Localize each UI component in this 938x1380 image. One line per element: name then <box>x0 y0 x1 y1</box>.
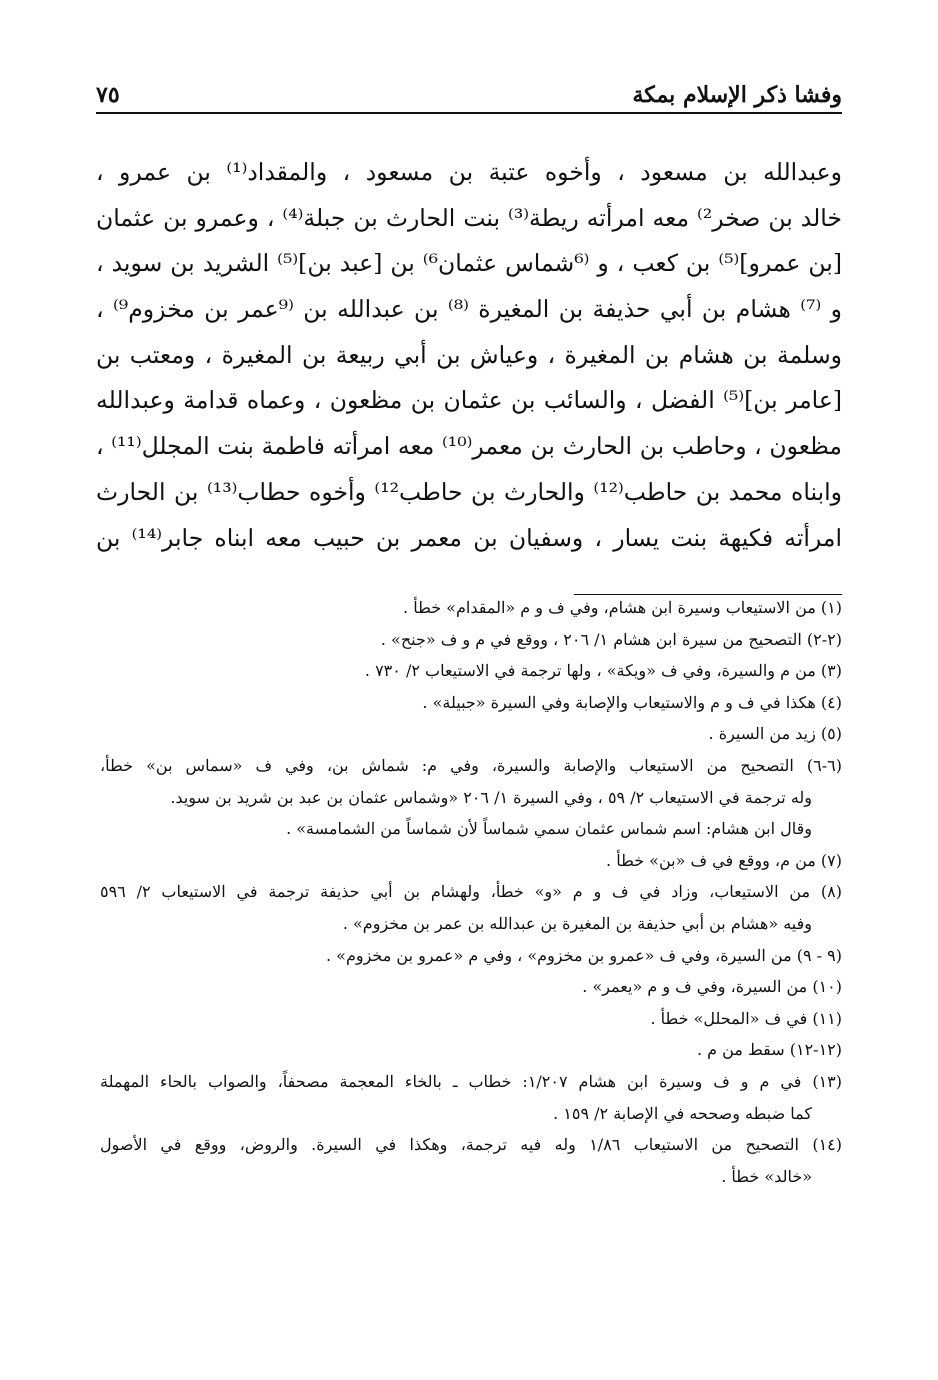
footnote-line: (٨) من الاستيعاب، وزاد في ف و م «و» خطأ، ولهشام بن أبي حذيفة ترجمة في الاستيعاب ٢/ ٥٩٦ <box>100 882 842 902</box>
footnotes <box>100 592 842 1192</box>
footnote-line: (٩ - ٩) من السيرة، وفي ف «عمرو بن مخزوم» ، وفي م «عمرو بن مخزوم» . <box>325 945 842 965</box>
running-title: وفشا ذكر الإسلام بمكة <box>632 82 842 108</box>
body-line: خالد بن صخر²⁾ معه امرأته ريطة⁽³⁾ بنت الحارث بن جبلة⁽⁴⁾ ، وعمرو بن عثمان <box>96 203 842 232</box>
footnote-line: وفيه «هشام بن أبي حذيفة بن المغيرة بن عبدالله بن عمر بن مخزوم» . <box>342 913 812 933</box>
footnote-line: (٥) زيد من السيرة . <box>708 724 842 744</box>
running-header <box>96 82 842 118</box>
footnote-line: (١٣) في م و ف وسيرة ابن هشام ١/٢٠٧: خطاب ـ بالخاء المعجمة مصحفاً، والصواب بالحاء المهملة <box>100 1071 842 1091</box>
footnote-line: (٤) هكذا في ف و م والاستيعاب والإصابة وفي السيرة «جبيلة» . <box>422 692 842 712</box>
footnote-line: (٢-٢) التصحيح من سيرة ابن هشام ١/ ٢٠٦ ، ووقع في م و ف «جنح» . <box>380 629 842 649</box>
footnote-line: (٧) من م، ووقع في ف «بن» خطأ . <box>606 850 842 870</box>
footnote-line: (١٠) من السيرة، وفي ف و م «يعمر» . <box>582 977 842 997</box>
footnote-line: (١) من الاستيعاب وسيرة ابن هشام، وفي ف و م «المقدام» خطأ . <box>403 598 842 617</box>
footnote-line: (٦-٦) التصحيح من الاستيعاب والإصابة والسيرة، وفي م: شماش بن، وفي ف «سماس بن» خطأ، <box>100 755 842 775</box>
header-rule <box>96 112 842 114</box>
footnote-line: وله ترجمة في الاستيعاب ٢/ ٥٩ ، وفي السيرة ١/ ٢٠٦ «وشماس عثمان بن عبد بن شريد بن سويد. <box>170 787 812 807</box>
footnote-line: (١٢-١٢) سقط من م . <box>696 1040 842 1060</box>
footnote-line: «خالد» خطأ . <box>721 1166 812 1186</box>
footnote-line: (١٤) التصحيح من الاستيعاب ١/٨٦ وله فيه ترجمة، وهكذا في السيرة. والروض، ووقع في الأصول <box>100 1135 842 1155</box>
page-number: ٧٥ <box>96 82 120 108</box>
footnote-line: كما ضبطه وصححه في الإصابة ٢/ ١٥٩ . <box>553 1103 812 1123</box>
body-line: وابناه محمد بن حاطب⁽¹²⁾ والحارث بن حاطب¹²⁾ وأخوه حطاب⁽¹³⁾ بن الحارث <box>96 477 842 506</box>
body-line: مظعون ، وحاطب بن الحارث بن معمر⁽¹⁰⁾ معه امرأته فاطمة بنت المجلل⁽¹¹⁾ ، <box>96 432 842 461</box>
body-line: وعبدالله بن مسعود ، وأخوه عتبة بن مسعود ، والمقداد⁽¹⁾ بن عمرو ، <box>96 158 842 186</box>
body-line: [بن عمرو]⁽⁵⁾ بن كعب ، و ⁽⁶شماس عثمان⁶⁾ بن [عبد بن]⁽⁵⁾ الشريد بن سويد ، <box>96 249 842 278</box>
body-line: وسلمة بن هشام بن المغيرة ، وعياش بن أبي ربيعة بن المغيرة ، ومعتب بن <box>96 340 842 369</box>
footnote-line: (٣) من م والسيرة، وفي ف «ويكة» ، ولها ترجمة في الاستيعاب ٢/ ٧٣٠ . <box>364 661 842 681</box>
footnote-line: (١١) في ف «المحلل» خطأ . <box>650 1008 842 1028</box>
footnote-line: وقال ابن هشام: اسم شماس عثمان سمي شماساً لأن شماساً من الشمامسة» . <box>286 819 812 839</box>
main-text <box>96 150 842 561</box>
body-line: [عامر بن]⁽⁵⁾ الفضل ، والسائب بن عثمان بن مظعون ، وعماه قدامة وعبدالله <box>96 386 842 415</box>
body-line: و ⁽⁷⁾ هشام بن أبي حذيفة بن المغيرة ⁽⁸⁾ بن عبدالله بن ⁽⁹عمر بن مخزوم⁹⁾ ، <box>96 295 842 324</box>
body-line: امرأته فكيهة بنت يسار ، وسفيان بن معمر بن حبيب معه ابناه جابر⁽¹⁴⁾ بن <box>96 523 842 552</box>
